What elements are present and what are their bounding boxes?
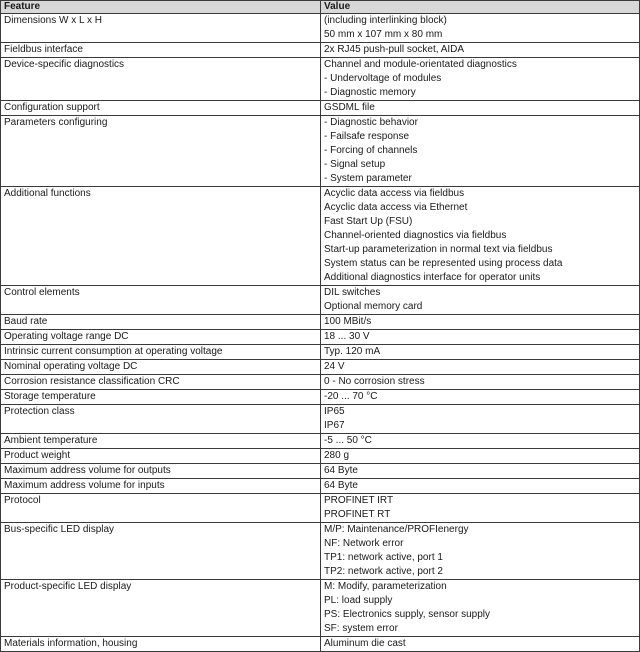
value-column-header: Value	[321, 1, 640, 14]
value-cell	[321, 101, 640, 116]
feature-label: Configuration support	[4, 102, 100, 113]
value-line: PL: load supply	[324, 595, 393, 606]
feature-label: Parameters configuring	[4, 117, 108, 128]
value-cell	[321, 330, 640, 345]
feature-label: Nominal operating voltage DC	[4, 361, 138, 372]
table-row	[1, 43, 640, 58]
value-line: IP67	[324, 420, 345, 431]
value-line: M: Modify, parameterization	[324, 581, 447, 592]
table-row	[1, 637, 640, 652]
value-line: M/P: Maintenance/PROFIenergy	[324, 524, 469, 535]
value-line: 50 mm x 107 mm x 80 mm	[324, 29, 443, 40]
table-row	[1, 405, 640, 434]
value-cell	[321, 405, 640, 434]
value-cell	[321, 345, 640, 360]
feature-cell	[1, 390, 321, 405]
value-cell	[321, 479, 640, 494]
value-line: Acyclic data access via fieldbus	[324, 188, 465, 199]
feature-cell	[1, 43, 321, 58]
feature-cell	[1, 637, 321, 652]
feature-label: Intrinsic current consumption at operating voltage	[4, 346, 223, 357]
feature-column-header: Feature	[1, 1, 321, 14]
feature-cell	[1, 434, 321, 449]
feature-cell	[1, 479, 321, 494]
table-row	[1, 494, 640, 523]
value-line: - Diagnostic memory	[324, 87, 416, 98]
feature-label: Fieldbus interface	[4, 44, 83, 55]
feature-cell	[1, 116, 321, 187]
feature-label: Ambient temperature	[4, 435, 98, 446]
value-line: Optional memory card	[324, 301, 423, 312]
table-row	[1, 330, 640, 345]
table-row	[1, 58, 640, 101]
feature-label: Device-specific diagnostics	[4, 59, 125, 70]
feature-label: Materials information, housing	[4, 638, 138, 649]
feature-cell	[1, 405, 321, 434]
value-cell	[321, 360, 640, 375]
feature-label: Additional functions	[4, 188, 91, 199]
feature-cell	[1, 360, 321, 375]
value-line: - Diagnostic behavior	[324, 117, 418, 128]
value-line: - Signal setup	[324, 159, 386, 170]
feature-cell	[1, 101, 321, 116]
feature-cell	[1, 580, 321, 637]
feature-cell	[1, 449, 321, 464]
value-line: Fast Start Up (FSU)	[324, 216, 413, 227]
value-line: System status can be represented using process data	[324, 258, 563, 269]
table-row	[1, 464, 640, 479]
value-line: SF: system error	[324, 623, 398, 634]
feature-cell	[1, 494, 321, 523]
feature-label: Maximum address volume for outputs	[4, 465, 171, 476]
value-line: Start-up parameterization in normal text via fieldbus	[324, 244, 553, 255]
value-cell	[321, 375, 640, 390]
table-row	[1, 187, 640, 286]
value-cell	[321, 43, 640, 58]
value-line: 280 g	[324, 450, 350, 461]
value-line: GSDML file	[324, 102, 375, 113]
value-cell	[321, 58, 640, 101]
value-line: 18 ... 30 V	[324, 331, 370, 342]
value-line: PROFINET RT	[324, 509, 391, 520]
table-row	[1, 523, 640, 580]
value-line: Channel-oriented diagnostics via fieldbus	[324, 230, 507, 241]
value-line: - Forcing of channels	[324, 145, 418, 156]
value-line: Additional diagnostics interface for operator units	[324, 272, 541, 283]
header-row	[1, 1, 640, 14]
table-row	[1, 580, 640, 637]
value-line: -5 ... 50 °C	[324, 435, 372, 446]
table-row	[1, 390, 640, 405]
value-cell	[321, 449, 640, 464]
feature-cell	[1, 330, 321, 345]
feature-cell	[1, 315, 321, 330]
value-cell	[321, 390, 640, 405]
table-row	[1, 375, 640, 390]
spec-table-body	[1, 14, 640, 652]
value-line: 2x RJ45 push-pull socket, AIDA	[324, 44, 465, 55]
table-row	[1, 101, 640, 116]
value-line: -20 ... 70 °C	[324, 391, 378, 402]
value-line: 24 V	[324, 361, 345, 372]
feature-label: Baud rate	[4, 316, 48, 327]
value-line: TP2: network active, port 2	[324, 566, 443, 577]
value-line: NF: Network error	[324, 538, 404, 549]
value-line: - Failsafe response	[324, 131, 410, 142]
value-line: Channel and module-orientated diagnostics	[324, 59, 517, 70]
feature-label: Product-specific LED display	[4, 581, 132, 592]
value-cell	[321, 187, 640, 286]
value-line: 0 - No corrosion stress	[324, 376, 425, 387]
feature-label: Protection class	[4, 406, 75, 417]
value-cell	[321, 523, 640, 580]
feature-label: Protocol	[4, 495, 41, 506]
value-cell	[321, 14, 640, 43]
value-line: - Undervoltage of modules	[324, 73, 442, 84]
value-line: PS: Electronics supply, sensor supply	[324, 609, 491, 620]
value-cell	[321, 116, 640, 187]
value-cell	[321, 637, 640, 652]
feature-label: Dimensions W x L x H	[4, 15, 102, 26]
value-cell	[321, 434, 640, 449]
feature-cell	[1, 286, 321, 315]
table-row	[1, 479, 640, 494]
table-row	[1, 14, 640, 43]
value-line: Acyclic data access via Ethernet	[324, 202, 468, 213]
value-line: IP65	[324, 406, 345, 417]
feature-label: Bus-specific LED display	[4, 524, 115, 535]
feature-label: Operating voltage range DC	[4, 331, 129, 342]
value-cell	[321, 286, 640, 315]
feature-cell	[1, 464, 321, 479]
feature-cell	[1, 187, 321, 286]
feature-label: Maximum address volume for inputs	[4, 480, 165, 491]
table-row	[1, 116, 640, 187]
table-row	[1, 434, 640, 449]
feature-label: Product weight	[4, 450, 71, 461]
value-line: Typ. 120 mA	[324, 346, 381, 357]
feature-cell	[1, 58, 321, 101]
feature-label: Corrosion resistance classification CRC	[4, 376, 180, 387]
feature-label: Storage temperature	[4, 391, 96, 402]
value-line: PROFINET IRT	[324, 495, 394, 506]
value-line: TP1: network active, port 1	[324, 552, 443, 563]
value-line: DIL switches	[324, 287, 381, 298]
value-line: (including interlinking block)	[324, 15, 447, 26]
value-cell	[321, 580, 640, 637]
value-line: 64 Byte	[324, 465, 358, 476]
table-row	[1, 360, 640, 375]
table-row	[1, 449, 640, 464]
feature-cell	[1, 523, 321, 580]
value-line: Aluminum die cast	[324, 638, 406, 649]
feature-cell	[1, 345, 321, 360]
feature-cell	[1, 375, 321, 390]
value-cell	[321, 315, 640, 330]
value-cell	[321, 464, 640, 479]
feature-label: Control elements	[4, 287, 80, 298]
value-cell	[321, 494, 640, 523]
table-row	[1, 286, 640, 315]
value-line: - System parameter	[324, 173, 412, 184]
feature-cell	[1, 14, 321, 43]
table-row	[1, 345, 640, 360]
table-row	[1, 315, 640, 330]
value-line: 100 MBit/s	[324, 316, 372, 327]
value-line: 64 Byte	[324, 480, 358, 491]
